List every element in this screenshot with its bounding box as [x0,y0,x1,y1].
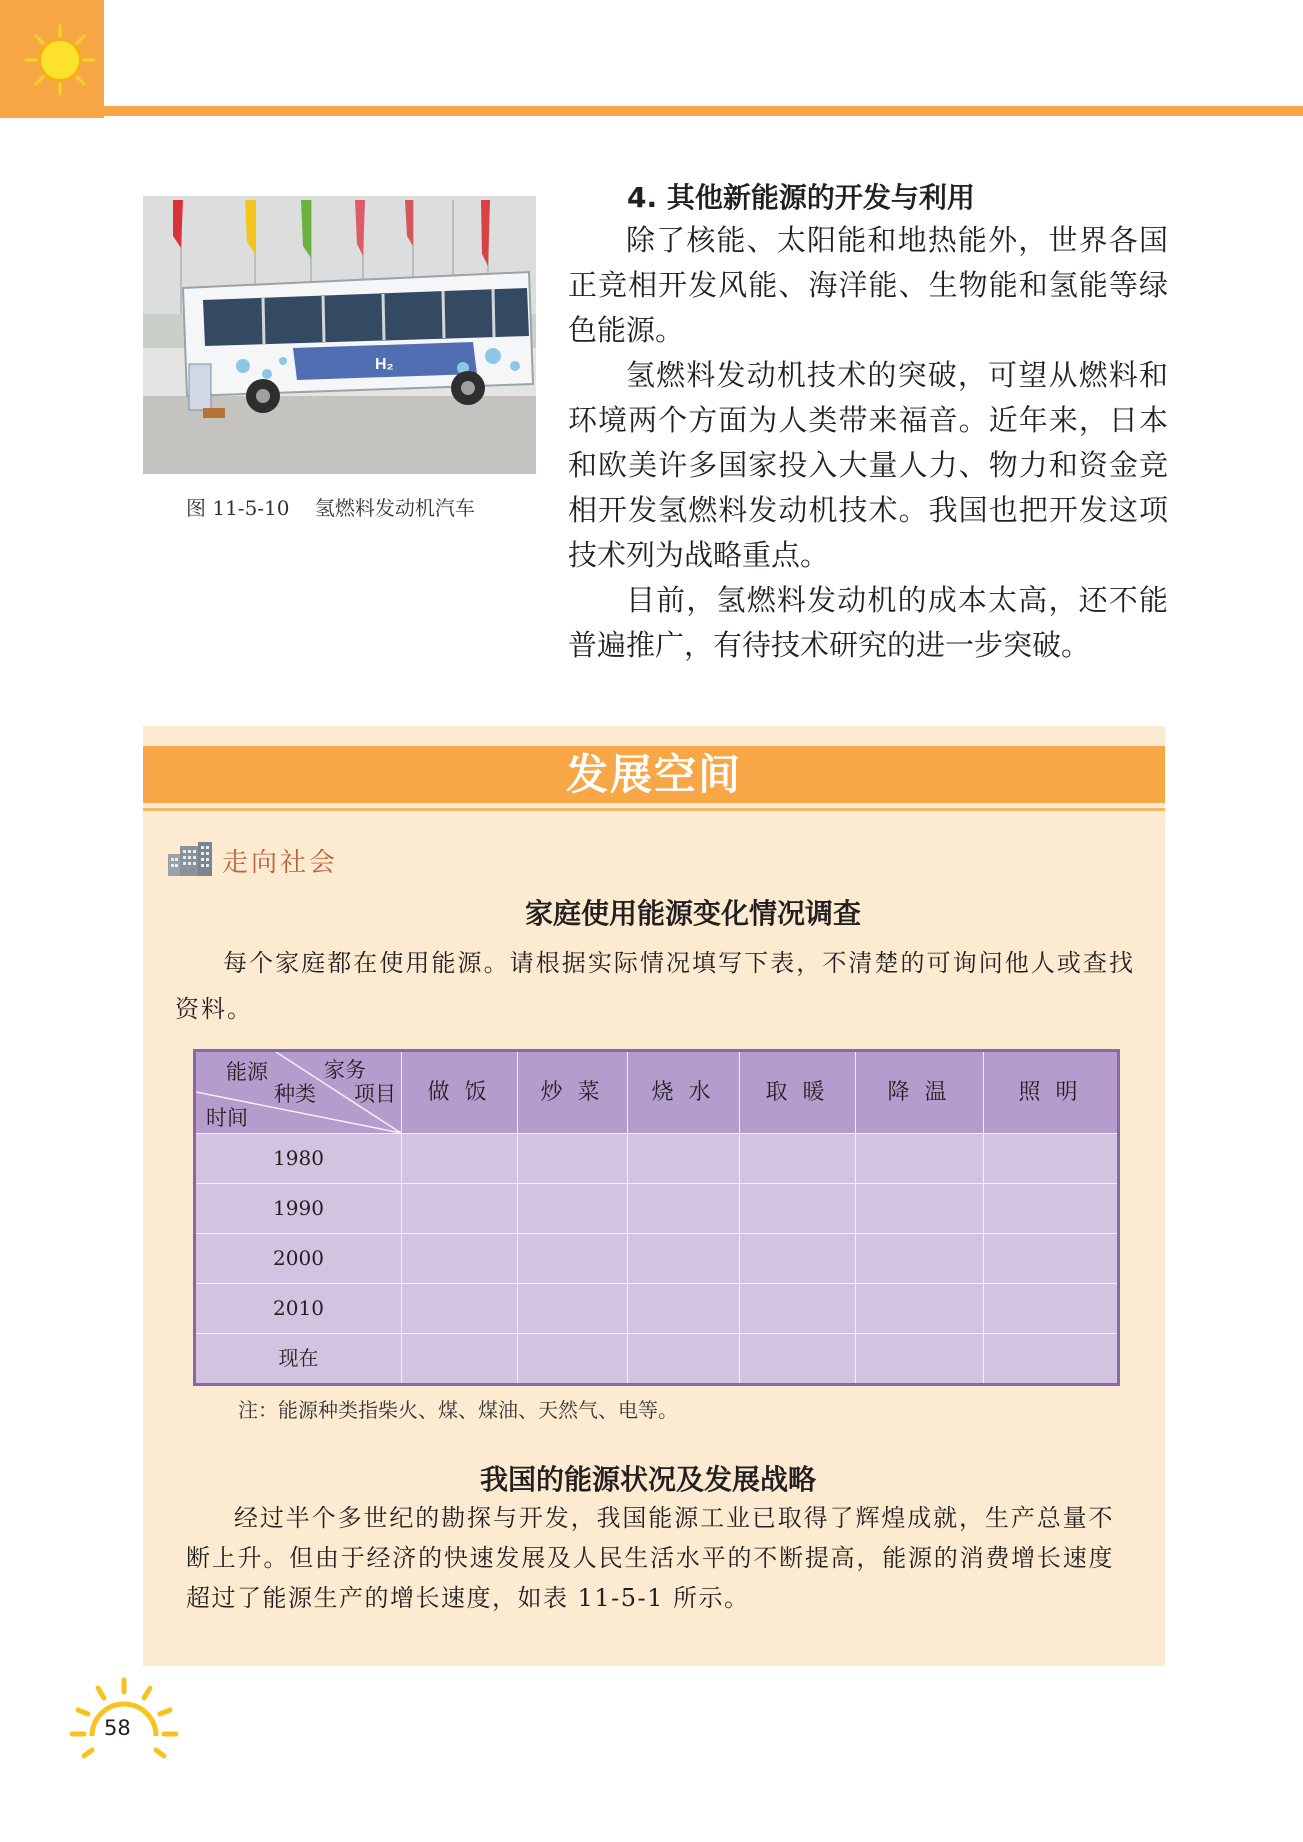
column-header: 降 温 [887,1080,951,1105]
survey-title: 家庭使用能源变化情况调查 [524,897,861,930]
table-row-label: 2010 [273,1296,324,1320]
paragraph: 除了核能、太阳能和地热能外，世界各国正竞相开发风能、海洋能、生物能和氢能等绿色能源。 [568,223,1168,347]
subsection-label: 走向社会 [222,848,339,878]
building-icon [168,842,212,876]
table-corner-cell [196,1052,401,1133]
section-body [568,218,1168,668]
table-row-label: 2000 [273,1246,324,1270]
figure-caption: 图 11-5-10 氢燃料发动机汽车 [186,496,475,520]
column-header: 取 暖 [765,1080,829,1105]
bus-photo [143,196,536,474]
table-row-label: 1980 [273,1146,324,1170]
corner-label-time: 时间 [206,1106,248,1130]
panel-title: 发展空间 [565,750,742,799]
corner-label-kind: 种类 [274,1082,316,1106]
corner-label-item: 项目 [354,1082,396,1106]
column-header: 烧 水 [651,1080,715,1105]
section-heading: 4. 其他新能源的开发与利用 [627,181,975,214]
corner-label-energy: 能源 [226,1060,268,1084]
table-row-label: 现在 [278,1346,319,1370]
paragraph: 氢燃料发动机技术的突破，可望从燃料和环境两个方面为人类带来福音。近年来，日本和欧美许多国家投入大量人力、物力和资金竞相开发氢燃料发动机技术。我国也把开发这项技术列为战略重点。 [568,358,1168,572]
bus-h2-badge: H₂ [375,356,394,373]
corner-label-household: 家务 [324,1058,366,1082]
survey-table [193,1049,1120,1386]
survey-intro: 每个家庭都在使用能源。请根据实际情况填写下表，不清楚的可询问他人或查找资料。 [175,949,1135,1023]
header-rule [104,106,1303,116]
table-row-label: 1990 [273,1196,324,1220]
table-note: 注：能源种类指柴火、煤、煤油、天然气、电等。 [238,1398,678,1422]
header-corner-block [0,0,104,118]
panel-banner-rule [143,808,1165,811]
sun-icon [24,24,96,96]
column-header: 做 饭 [427,1080,491,1105]
column-header: 照 明 [1018,1080,1082,1105]
paragraph: 目前，氢燃料发动机的成本太高，还不能普遍推广，有待技术研究的进一步突破。 [568,583,1168,662]
page-number: 58 [104,1716,131,1740]
column-header: 炒 菜 [540,1080,604,1105]
strategy-title: 我国的能源状况及发展战略 [479,1463,816,1496]
strategy-text: 经过半个多世纪的勘探与开发，我国能源工业已取得了辉煌成就，生产总量不断上升。但由于经济的快速发展及人民生活水平的不断提高，能源的消费增长速度超过了能源生产的增长速度，如表 11-5-1 所示。 [186,1504,1114,1612]
